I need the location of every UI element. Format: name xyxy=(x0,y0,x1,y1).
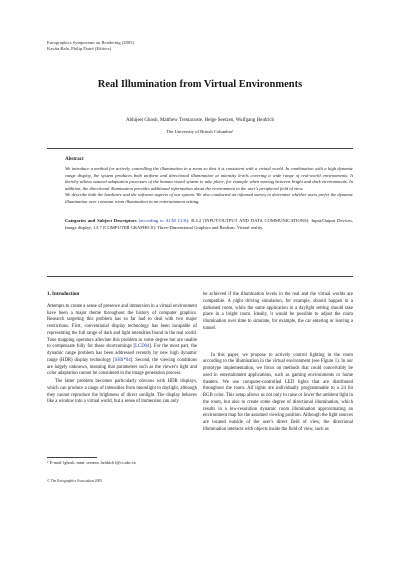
top-rule xyxy=(47,148,353,149)
footnote-text: E-mail:{ghosh, mmt, seetzen, heidrich}@cs.ubc.ca xyxy=(49,460,136,465)
bottom-rule xyxy=(47,276,353,277)
footnote xyxy=(47,460,197,465)
intro-paragraph-1 xyxy=(47,304,197,378)
footnote-mark: † xyxy=(47,460,49,464)
left-column xyxy=(47,292,197,406)
categories-label: Categories and Subject Descriptors xyxy=(65,218,137,223)
right-text-b: ). In our prototype implementation, we focus on methods that could conceivably be used in entertainment applications, such as gaming environments or home theaters. We use computer-controlled LED lights that are distributed throughout the room. All lights are individually programmable to a 24 bit RGB color. This setup allows us not only to raise or lower the ambient light in the room, but also to create some degree of directional illumination, which results in a low-resolution dynamic room illumination approximating an environment map for the assumed viewing position. Although the light sources are located outside of the user's direct field of view, the directional illumination interacts with objects inside the field of view, such as xyxy=(203,359,353,432)
intro-text-c: ]. Second, the viewing conditions are largely unknown, meaning that parameters such as the viewer's light and color adaptation cannot be considered in the image generation process. xyxy=(47,357,197,377)
copyright: © The Eurographics Association 2005. xyxy=(47,479,103,483)
section-heading: 1. Introduction xyxy=(47,292,80,297)
abstract-body xyxy=(65,166,353,206)
header-line-2: Kavita Bala, Philip Dutré (Editors) xyxy=(47,46,112,51)
affiliation-mark: † xyxy=(231,129,234,133)
paper-title: Real Illumination from Virtual Environments xyxy=(97,79,303,90)
right-paragraph-2 xyxy=(203,353,353,434)
intro-text-a: Attempts to create a sense of presence and immersion in a virtual environment have been a major theme throughout the history of computer graphics. Research targeting this problem has so far had to deal with two major restrictions. First, conventional display technology has been incapable of representing the full range of dark and light intensities found in the real world. Tone mapping operators alleviate this problem to some degree but are unable to compensate fully for these shortcomings [ xyxy=(47,303,197,350)
categories-acm-link[interactable]: (according to ACM CCS) xyxy=(138,218,188,223)
affiliation-text: The University of British Columbia xyxy=(166,129,232,134)
citation-link[interactable]: SHS*04 xyxy=(114,357,131,363)
abstract-paragraph-2: We describe both the hardware and the software aspects of our system. We also conducted an informal survey to determine whether users prefer the dynamic illumination over constant room illumination in an entertainment setting. xyxy=(65,192,353,204)
abstract-heading: Abstract xyxy=(65,157,84,162)
author-list: Abhijeet Ghosh, Matthew Trentacoste, Helge Seetzen, Wolfgang Heidrich xyxy=(125,118,275,123)
right-column xyxy=(203,292,353,434)
affiliation xyxy=(0,129,400,134)
abstract-paragraph-1: We introduce a method for actively controlling the illumination in a room so that it is consistent with a virtual world. In combination with a high dynamic range display, the system produces both uniform and directional illumination at intensity levels covering a wide range of real-world environments. It thereby allows natural adaptation processes of the human visual system to take place, for example when moving between bright and dark environments. In addition, the directional illumination provides additional information about the environment in the user's peripheral field of view. xyxy=(65,166,353,191)
header-line-1: Eurographics Symposium on Rendering (2005) xyxy=(47,40,135,45)
citation-link[interactable]: LCD04 xyxy=(135,344,150,350)
categories xyxy=(65,218,353,231)
conference-header xyxy=(47,40,134,52)
categories-text: : B.4.2 [INPUT/OUTPUT AND DATA COMMUNICATIONS]: Input/Output Devices, Image display; I.3.7 [COMPUTER GRAPHICS]: Three-Dimensional Graphics and Realism, Virtual reality. xyxy=(65,218,353,230)
figure-link[interactable]: 1 xyxy=(334,359,338,365)
footnote-rule xyxy=(47,457,97,458)
right-paragraph-1: be achieved if the illumination levels in the real and the virtual worlds are compatible. A night driving simulation, for example, should happen in a darkened room, while the same application in a daylight setting should take place in a bright room. Ideally, it would be possible to adjust the room illumination over time to simulate, for example, the car entering or leaving a tunnel. xyxy=(203,292,353,331)
intro-paragraph-2: The latter problem becomes particularly obvious with HDR displays, which can produce a range of intensities from moonlight to daylight, although they cannot reproduce the brightness of direct sunlight. The display behaves like a window into a virtual world, but a sense of immersion can only xyxy=(47,379,197,405)
intro-text-b: ]. For the most part, the dynamic range problem has been addressed recently by new high dynamic range (HDR) display technology [ xyxy=(47,344,197,363)
paragraph-gap xyxy=(203,333,353,353)
right-text-a: In this paper, we propose to actively control lighting in the room according to the illumination in the virtual environment (see Figure xyxy=(203,352,353,365)
